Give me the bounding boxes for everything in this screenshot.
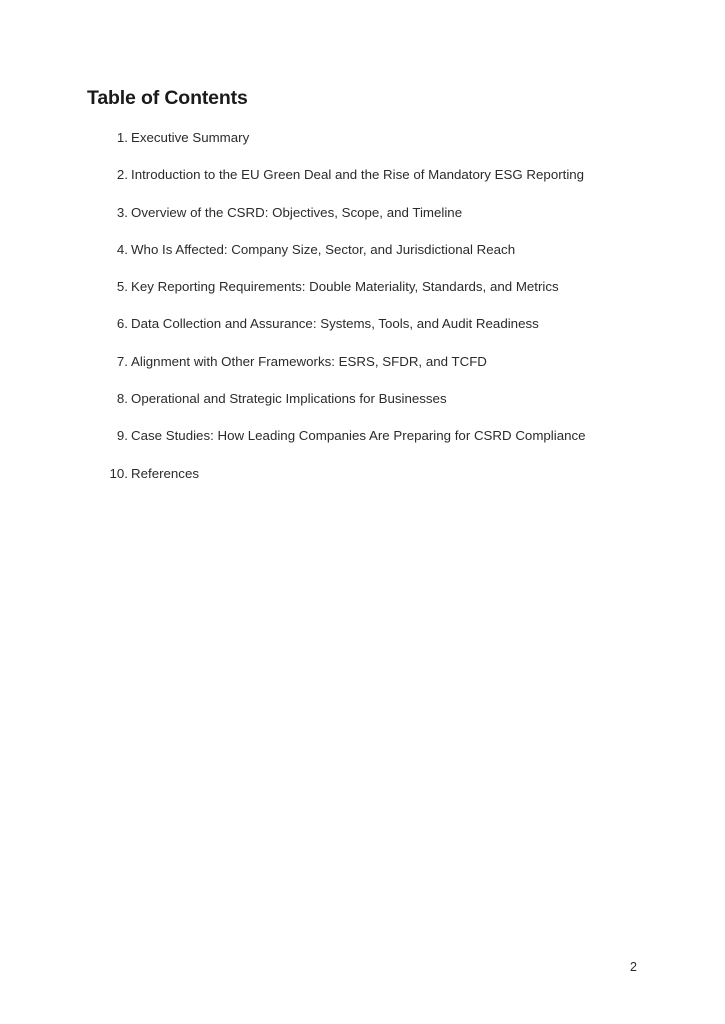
toc-entry-number: 6. [116, 316, 128, 332]
toc-entry-label: Who Is Affected: Company Size, Sector, and Jurisdictional Reach [131, 241, 516, 257]
toc-entry-label: Data Collection and Assurance: Systems, Tools, and Audit Readiness [131, 316, 539, 332]
toc-entry[interactable] [103, 166, 663, 203]
toc-entry[interactable] [103, 390, 663, 427]
toc-entry[interactable] [103, 427, 663, 464]
toc-entry[interactable] [103, 241, 663, 278]
toc-entry[interactable] [103, 315, 663, 352]
toc-entry-number: 9. [116, 428, 128, 444]
toc-entry-label: Case Studies: How Leading Companies Are Preparing for CSRD Compliance [131, 428, 586, 444]
toc-entry-label: References [131, 465, 199, 481]
table-of-contents-list [103, 129, 663, 502]
toc-entry-number: 1. [116, 130, 128, 145]
toc-entry-label: Key Reporting Requirements: Double Materiality, Standards, and Metrics [131, 279, 559, 295]
toc-entry-number: 7. [116, 353, 128, 369]
toc-entry-number: 8. [116, 391, 128, 407]
toc-entry-number: 5. [116, 279, 128, 295]
toc-entry-number: 3. [116, 204, 128, 220]
toc-entry[interactable] [103, 353, 663, 390]
page-number: 2 [630, 960, 637, 974]
toc-entry-label: Operational and Strategic Implications for Businesses [131, 391, 447, 407]
toc-entry-label: Introduction to the EU Green Deal and the Rise of Mandatory ESG Reporting [131, 167, 585, 183]
toc-entry[interactable] [103, 278, 663, 315]
toc-entry-number: 10. [109, 465, 128, 481]
toc-entry-number: 4. [116, 241, 128, 257]
toc-entry-label: Overview of the CSRD: Objectives, Scope, and Timeline [131, 204, 463, 220]
toc-entry[interactable] [103, 465, 663, 502]
page-title: Table of Contents [87, 87, 248, 109]
toc-entry-label: Alignment with Other Frameworks: ESRS, SFDR, and TCFD [131, 353, 487, 369]
toc-entry-number: 2. [116, 167, 128, 183]
toc-entry[interactable] [103, 204, 663, 241]
toc-entry-label: Executive Summary [131, 130, 250, 145]
toc-entry[interactable] [103, 129, 663, 166]
